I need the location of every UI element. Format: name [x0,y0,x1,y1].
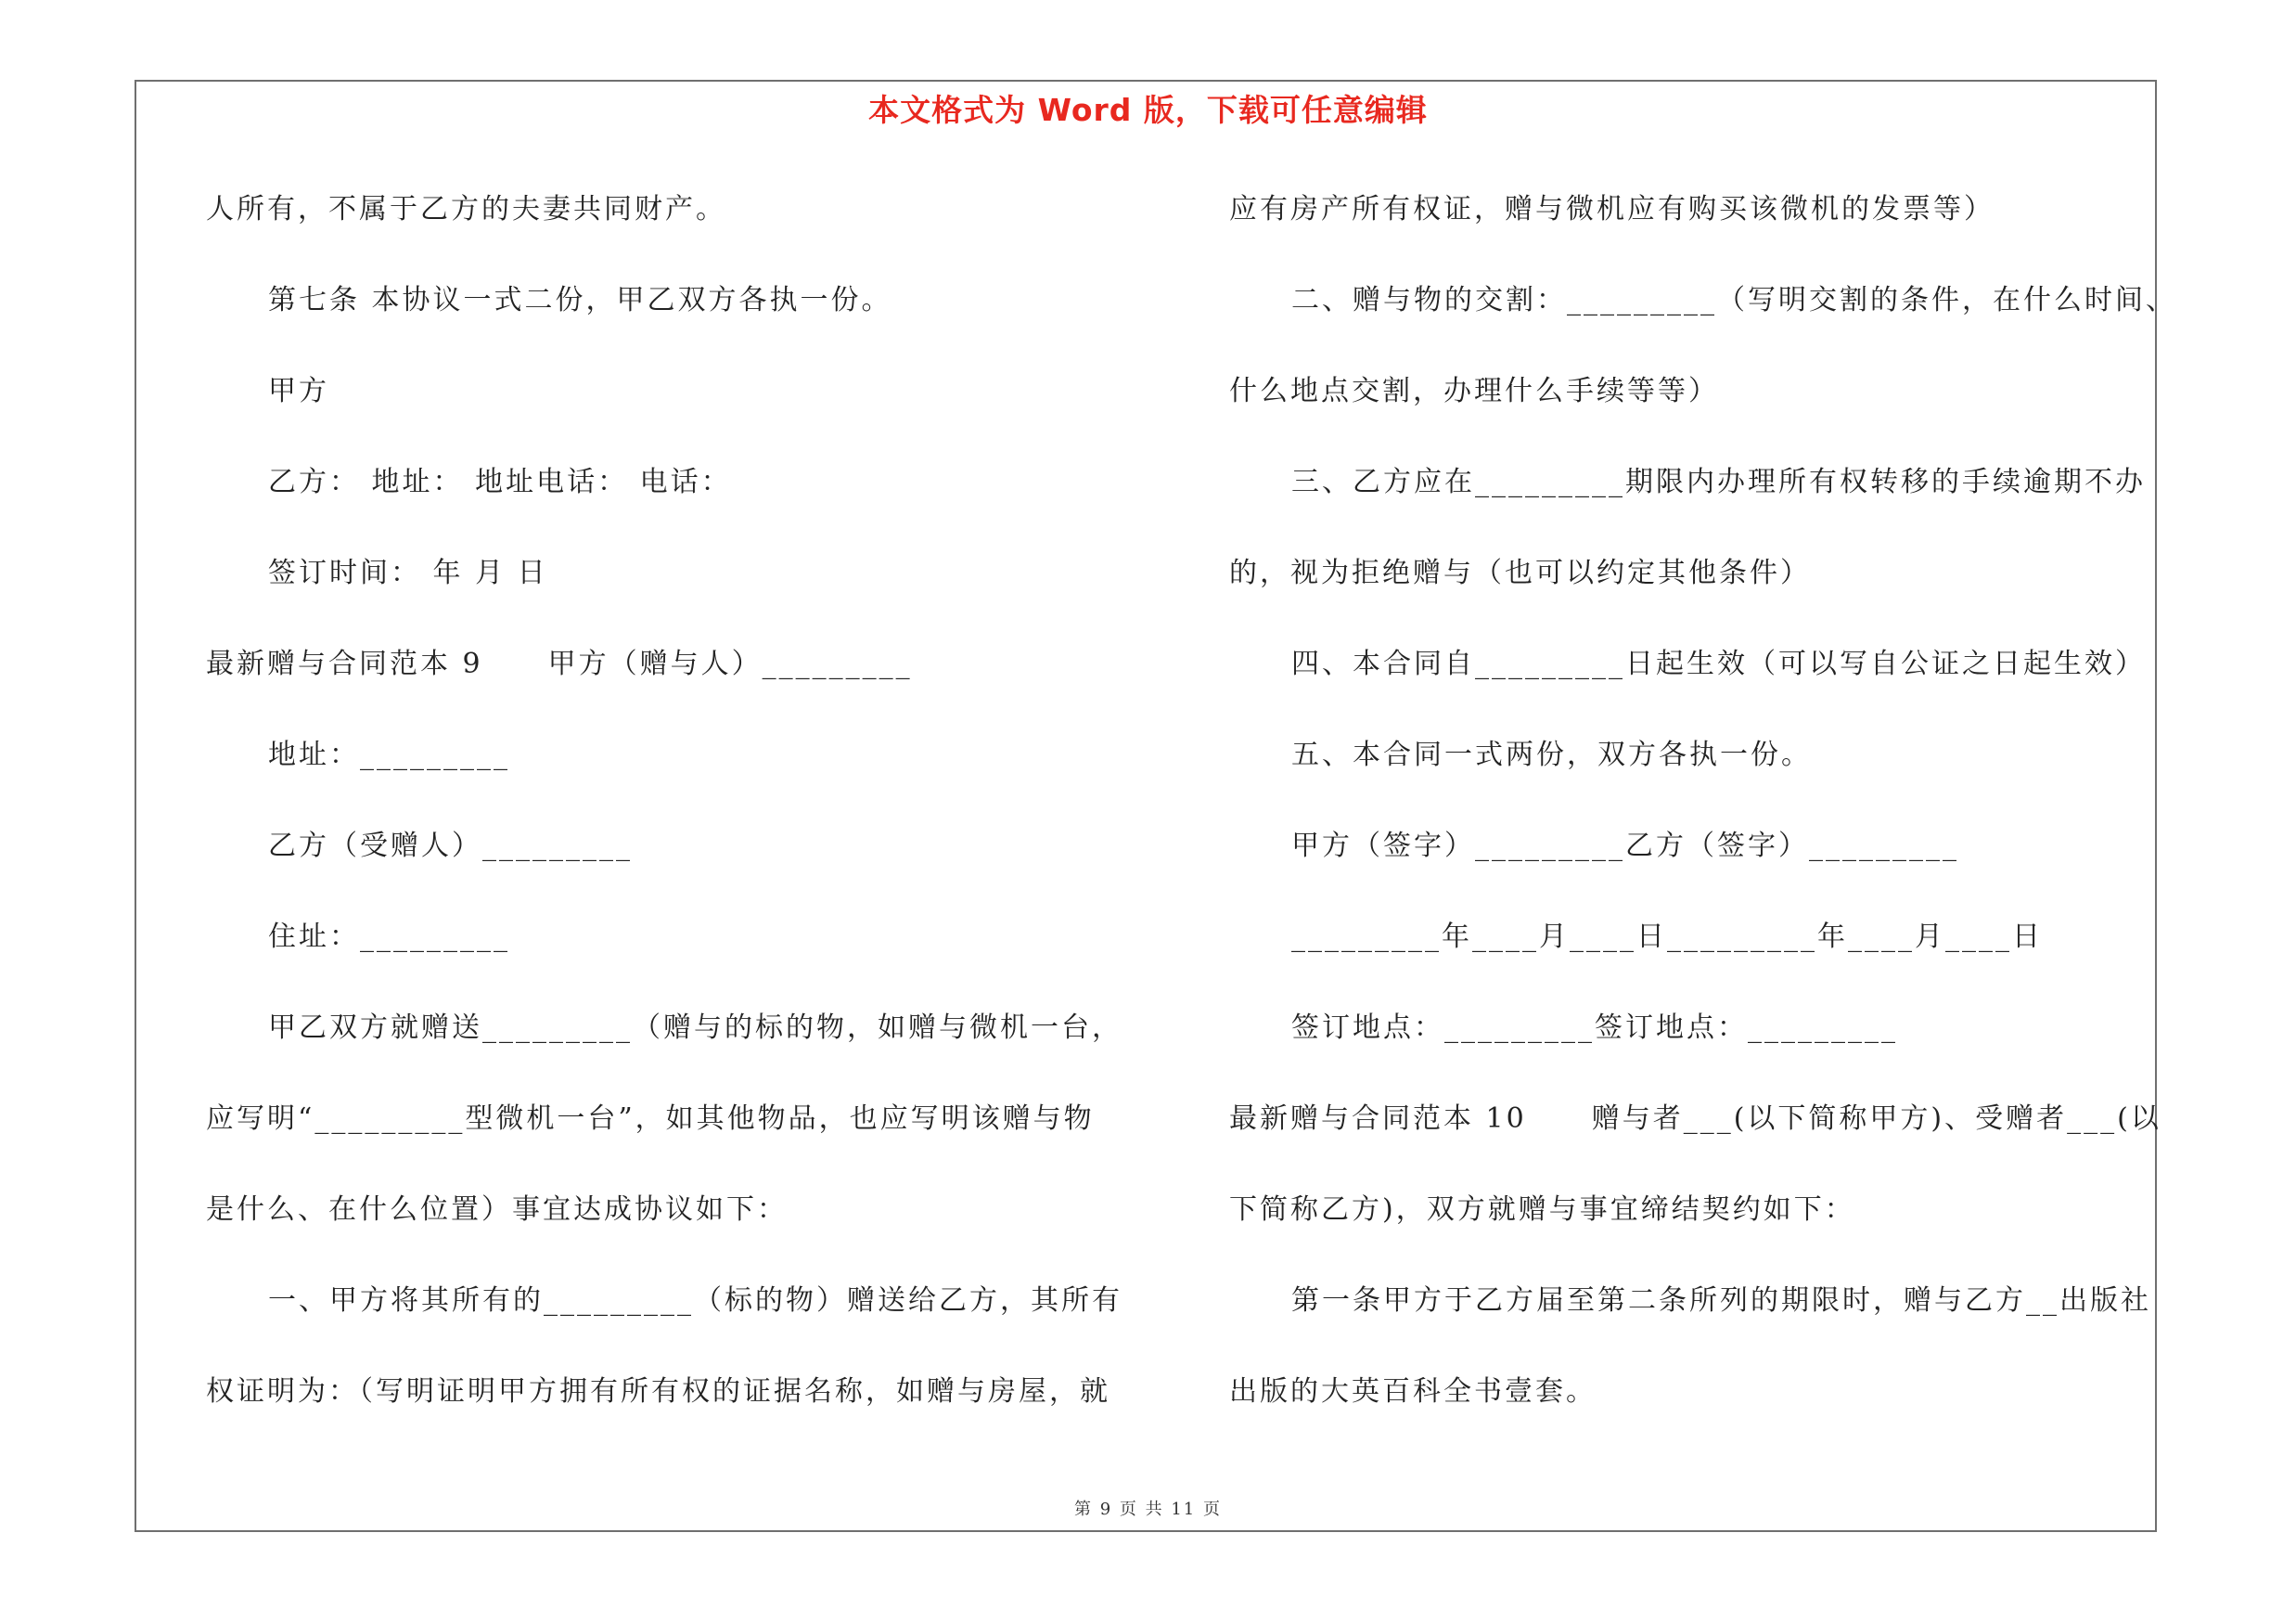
text-line-content: 二、赠与物的交割：_________（写明交割的条件，在什么时间、 [1291,284,2176,316]
text-line [206,364,1134,455]
text-line-continuation: 赠与者___(以下简称甲方)、受赠者___(以 [1591,1102,2161,1135]
right-text-column [1229,182,2175,1455]
text-line [206,637,1134,728]
text-line-content: 下简称乙方)，双方就赠与事宜缔结契约如下： [1229,1193,1855,1226]
text-line [206,909,1134,1000]
text-line-content: 应写明“_________型微机一台”，如其他物品，也应写明该赠与物 [206,1102,1095,1135]
text-line-content: 人所有，不属于乙方的夫妻共同财产。 [206,193,726,225]
text-line [1229,1364,2175,1455]
text-line [206,818,1134,909]
text-line [1229,1000,2175,1091]
text-line-content: 住址：_________ [268,921,510,953]
document-header-notice: 本文格式为 Word 版，下载可任意编辑 [868,92,1428,128]
text-line [1229,637,2175,728]
text-line-content: 地址：_________ [268,739,510,771]
text-line [1229,1273,2175,1364]
text-line-continuation: 甲方（赠与人）_________ [547,648,913,680]
text-line [206,1182,1134,1273]
text-line-content: 乙方： 地址： 地址电话： 电话： [268,466,732,498]
text-line-content: 乙方（受赠人）_________ [268,830,633,862]
text-line-content: 甲方 [268,375,329,407]
text-line [206,182,1134,273]
text-line-content: 第七条 本协议一式二份，甲乙双方各执一份。 [268,284,892,316]
text-line-content: _________年____月____日_________年____月____日 [1291,921,2043,953]
text-line-content: 的，视为拒绝赠与（也可以约定其他条件） [1229,557,1811,589]
text-line [206,273,1134,364]
text-line [1229,1182,2175,1273]
text-line [1229,455,2175,546]
text-line-content: 权证明为：（写明证明甲方拥有所有权的证据名称，如赠与房屋，就 [206,1375,1110,1408]
text-line-content: 三、乙方应在_________期限内办理所有权转移的手续逾期不办 [1291,466,2146,498]
text-line-content: 第一条甲方于乙方届至第二条所列的期限时，赠与乙方__出版社 [1291,1284,2151,1317]
left-text-column [206,182,1134,1455]
text-line-content: 什么地点交割，办理什么手续等等） [1229,375,1719,407]
text-line-content: 签订时间： 年 月 日 [268,557,548,589]
page-number-footer: 第 9 页 共 11 页 [1074,1500,1222,1519]
text-line-content: 甲方（签字）_________乙方（签字）_________ [1291,830,1959,862]
text-line [206,1091,1134,1182]
text-line [1229,1091,2175,1182]
text-line-content: 最新赠与合同范本 9 [206,648,483,680]
text-line-content: 甲乙双方就赠送_________（赠与的标的物，如赠与微机一台， [268,1011,1122,1044]
text-line [206,455,1134,546]
text-line-content: 一、甲方将其所有的_________（标的物）赠送给乙方，其所有 [268,1284,1122,1317]
text-line-content: 出版的大英百科全书壹套。 [1229,1375,1597,1408]
text-line [206,1273,1134,1364]
text-line [1229,728,2175,818]
text-line [206,546,1134,637]
text-line [1229,818,2175,909]
text-line [1229,273,2175,364]
text-line [206,1000,1134,1091]
text-line [1229,546,2175,637]
text-line-content: 签订地点：_________签订地点：_________ [1291,1011,1898,1044]
text-line-content: 四、本合同自_________日起生效（可以写自公证之日起生效） [1291,648,2146,680]
text-line [1229,182,2175,273]
text-line-content: 是什么、在什么位置）事宜达成协议如下： [206,1193,788,1226]
text-line-content: 应有房产所有权证，赠与微机应有购买该微机的发票等） [1229,193,1995,225]
text-line-content: 五、本合同一式两份，双方各执一份。 [1291,739,1812,771]
text-line [206,1364,1134,1455]
text-line [1229,909,2175,1000]
text-line [1229,364,2175,455]
text-line [206,728,1134,818]
text-line-content: 最新赠与合同范本 10 [1229,1102,1527,1135]
